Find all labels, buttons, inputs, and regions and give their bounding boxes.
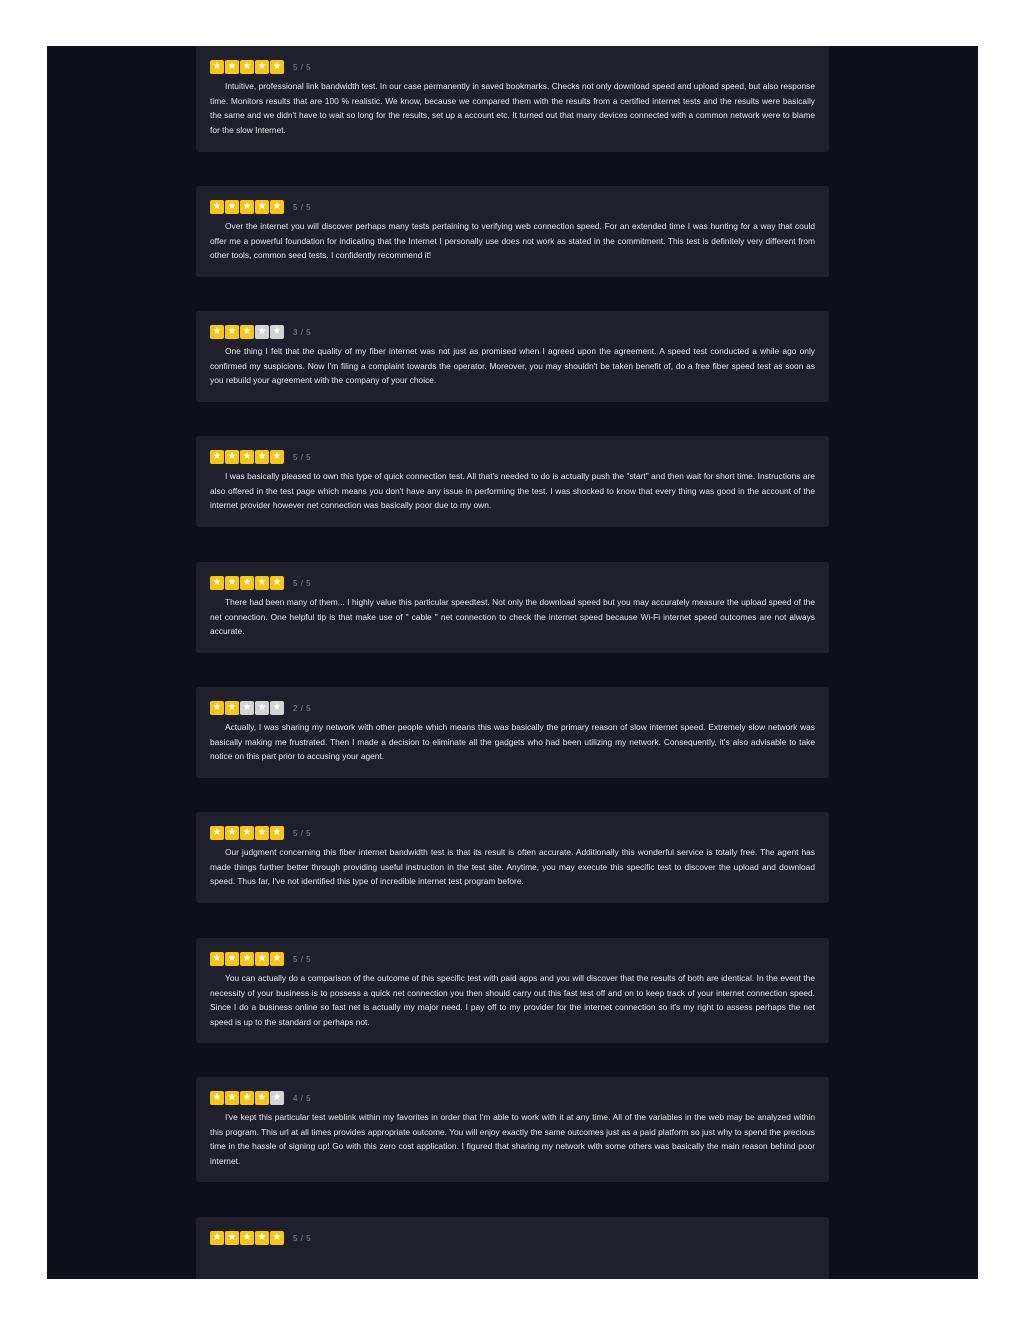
star-icon: ★ <box>270 450 284 464</box>
star-icon: ★ <box>225 952 239 966</box>
rating-score: 5 / 5 <box>293 954 312 964</box>
star-icon: ★ <box>210 200 224 214</box>
star-icon: ★ <box>240 60 254 74</box>
review-card <box>196 46 829 152</box>
rating-score: 5 / 5 <box>293 828 312 838</box>
rating-score: 2 / 5 <box>293 703 312 713</box>
rating-score: 3 / 5 <box>293 327 312 337</box>
rating-row <box>210 450 815 464</box>
star-icon: ★ <box>225 450 239 464</box>
rating-score: 4 / 5 <box>293 1093 312 1103</box>
star-icon: ★ <box>210 701 224 715</box>
star-icon: ★ <box>270 1231 284 1245</box>
star-icon: ★ <box>225 1231 239 1245</box>
star-icon: ★ <box>225 701 239 715</box>
star-icon: ★ <box>210 1231 224 1245</box>
rating-score: 5 / 5 <box>293 452 312 462</box>
review-text: Actually, I was sharing my network with other people which means this was basically the primary reason of slow internet speed. Extremely slow network was basically making me frustrated. Then I made a decision to eliminate all the gadgets who had been utilizing my network. Consequently, it's also advisable to take notice on this part prior to accusing your agent. <box>210 722 815 761</box>
star-icon: ★ <box>225 200 239 214</box>
star-icon: ★ <box>255 576 269 590</box>
review-card <box>196 1077 829 1182</box>
star-icon: ★ <box>240 701 254 715</box>
review-card <box>196 812 829 903</box>
review-text: Our judgment concerning this fiber internet bandwidth test is that its result is often accurate. Additionally this wonderful service is totally free. The agent has made things further better through providing useful instruction in the test site. Anytime, you may execute this specific test to discover the upload and download speed. Thus far, I've not identified this type of incredible internet test program before. <box>210 847 815 886</box>
review-text: There had been many of them... I highly value this particular speedtest. Not only the download speed but you may accurately measure the upload speed of the net connection. One helpful tip is that make use of " cable " net connection to check the internet speed because Wi-Fi internet speed outcomes are not always accurate. <box>210 597 815 636</box>
rating-row <box>210 826 815 840</box>
star-icon: ★ <box>210 576 224 590</box>
rating-row <box>210 60 815 74</box>
star-icon: ★ <box>240 325 254 339</box>
review-card <box>196 687 829 778</box>
star-rating <box>210 826 284 840</box>
star-icon: ★ <box>270 60 284 74</box>
star-icon: ★ <box>270 826 284 840</box>
star-icon: ★ <box>225 60 239 74</box>
review-text: Intuitive, professional link bandwidth test. In our case permanently in saved bookmarks. Checks not only download speed and upload speed, but also response time. Monitors results that are 100 % realistic. We know, because we compared them with the results from a certified internet tests and the results were basically the same and we didn't have to wait so long for the results, set up a account etc. It turned out that many devices connected with a common network were to blame for the slow Internet. <box>210 81 815 135</box>
review-card <box>196 562 829 653</box>
star-icon: ★ <box>270 576 284 590</box>
review-text: I've kept this particular test weblink within my favorites in order that I'm able to work with it at any time. All of the variables in the web may be analyzed within this program. This url at all times provides appropriate outcome. You will enjoy exactly the same outcomes just as a paid platform so just why to spend the precious time in the hassle of signing up! Go with this zero cost application. I figured that sharing my network with some others was basically the main reason behind poor internet. <box>210 1112 815 1166</box>
rating-score: 5 / 5 <box>293 578 312 588</box>
rating-row <box>210 200 815 214</box>
star-icon: ★ <box>255 60 269 74</box>
star-rating <box>210 1231 284 1245</box>
star-icon: ★ <box>240 450 254 464</box>
star-icon: ★ <box>255 952 269 966</box>
review-card <box>196 186 829 277</box>
review-card <box>196 436 829 527</box>
star-rating <box>210 60 284 74</box>
star-icon: ★ <box>240 1091 254 1105</box>
reviews-page <box>47 46 978 1279</box>
rating-row <box>210 952 815 966</box>
star-icon: ★ <box>225 1091 239 1105</box>
star-icon: ★ <box>210 826 224 840</box>
rating-score: 5 / 5 <box>293 202 312 212</box>
star-icon: ★ <box>270 952 284 966</box>
star-icon: ★ <box>255 701 269 715</box>
star-icon: ★ <box>240 952 254 966</box>
review-card <box>196 1217 829 1279</box>
rating-score: 5 / 5 <box>293 62 312 72</box>
review-text: I was basically pleased to own this type of quick connection test. All that's needed to do is actually push the "start" and then wait for short time. Instructions are also offered in the test page which means you don't have any issue in performing the test. I was shocked to know that every thing was good in the account of the internet provider however net connection was basically poor due to my own. <box>210 471 815 510</box>
star-icon: ★ <box>240 826 254 840</box>
star-icon: ★ <box>225 576 239 590</box>
star-rating <box>210 952 284 966</box>
rating-row <box>210 576 815 590</box>
rating-row <box>210 325 815 339</box>
star-icon: ★ <box>225 325 239 339</box>
star-rating <box>210 325 284 339</box>
star-rating <box>210 450 284 464</box>
star-rating <box>210 200 284 214</box>
review-text: Over the internet you will discover perhaps many tests pertaining to verifying web connection speed. For an extended time I was hunting for a way that could offer me a powerful foundation for indicating that the Internet I personally use does not work as stated in the commitment. This test is definitely very different from other tools, common seed tests. I confidently recommend it! <box>210 221 815 260</box>
review-card <box>196 938 829 1043</box>
star-icon: ★ <box>210 952 224 966</box>
star-icon: ★ <box>255 1091 269 1105</box>
rating-row <box>210 701 815 715</box>
star-rating <box>210 576 284 590</box>
review-text: One thing I felt that the quality of my fiber internet was not just as promised when I agreed upon the agreement. A speed test conducted a while ago only confirmed my suspicions. Now I'm filing a complaint towards the operator. Moreover, you may shouldn't be taken benefit of, do a free fiber speed test as soon as you rebuild your agreement with the company of your choice. <box>210 346 815 385</box>
star-icon: ★ <box>240 200 254 214</box>
star-icon: ★ <box>270 701 284 715</box>
star-icon: ★ <box>210 325 224 339</box>
review-text: You can actually do a comparison of the outcome of this specific test with paid apps and you will discover that the results of both are identical. In the event the necessity of your business is to possess a quick net connection you then should carry out this fast test off and on to keep track of your internet connection speed. Since I do a business online so fast net is actually my major need. I pay off to my provider for the internet connection so it's my right to assess perhaps the net speed is up to the standard or perhaps not. <box>210 973 815 1027</box>
star-icon: ★ <box>270 200 284 214</box>
star-icon: ★ <box>240 576 254 590</box>
star-rating <box>210 1091 284 1105</box>
star-icon: ★ <box>270 325 284 339</box>
star-icon: ★ <box>240 1231 254 1245</box>
star-icon: ★ <box>255 826 269 840</box>
star-icon: ★ <box>255 325 269 339</box>
star-icon: ★ <box>210 60 224 74</box>
rating-score: 5 / 5 <box>293 1233 312 1243</box>
star-icon: ★ <box>255 450 269 464</box>
star-icon: ★ <box>225 826 239 840</box>
star-icon: ★ <box>255 1231 269 1245</box>
star-icon: ★ <box>255 200 269 214</box>
star-icon: ★ <box>270 1091 284 1105</box>
rating-row <box>210 1231 815 1245</box>
rating-row <box>210 1091 815 1105</box>
review-card <box>196 311 829 402</box>
star-icon: ★ <box>210 450 224 464</box>
star-rating <box>210 701 284 715</box>
star-icon: ★ <box>210 1091 224 1105</box>
